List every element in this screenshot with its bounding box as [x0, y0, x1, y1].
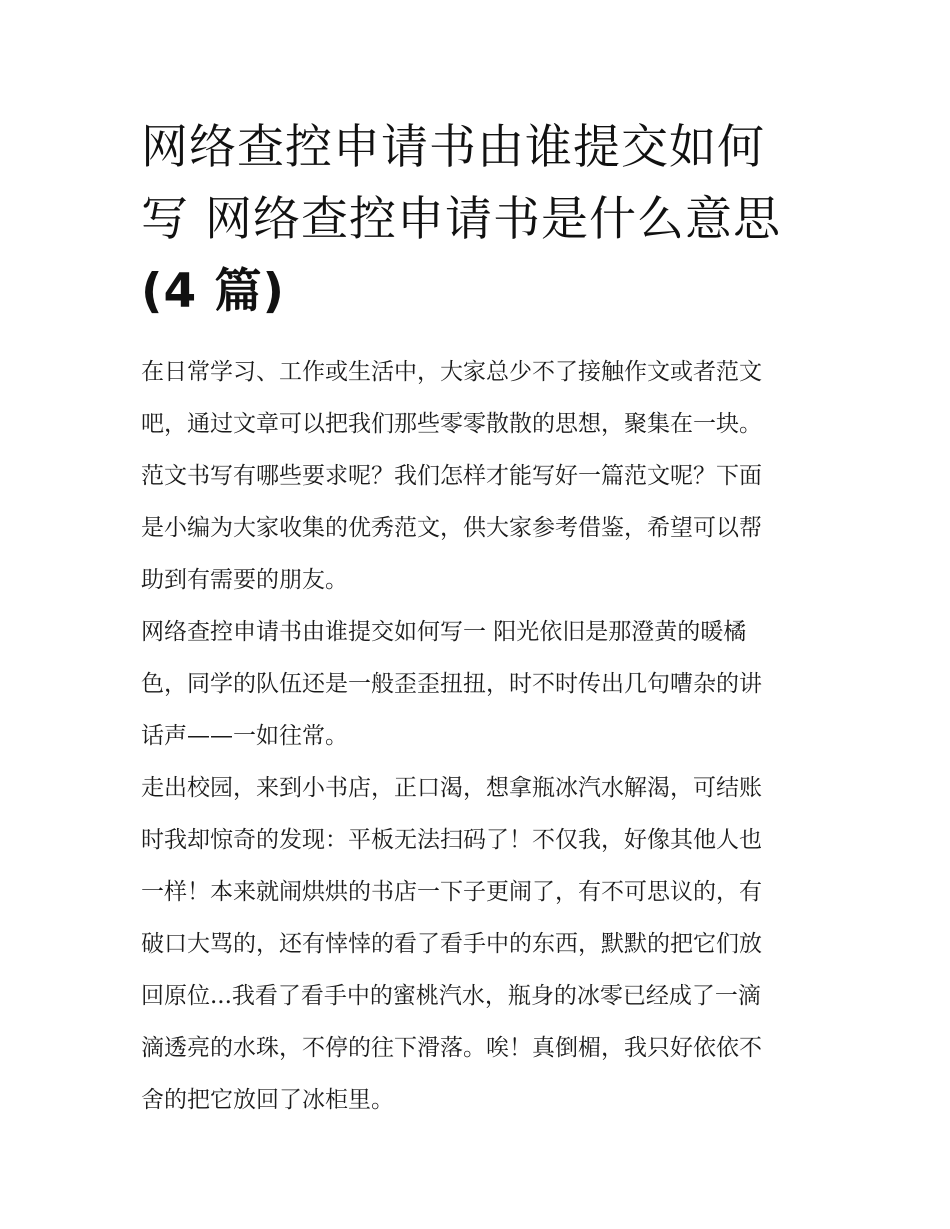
text-line: 话声——一如往常。 [141, 723, 348, 749]
paragraph-essay-opening [141, 606, 813, 762]
text-line: 在日常学习、工作或生活中，大家总少不了接触作文或者范文 [141, 359, 762, 385]
paragraph-bookstore [141, 762, 813, 1126]
text-line: 舍的把它放回了冰柜里。 [141, 1087, 394, 1113]
text-line: 破口大骂的，还有悻悻的看了看手中的东西，默默的把它们放 [141, 931, 762, 957]
text-line: 是小编为大家收集的优秀范文，供大家参考借鉴，希望可以帮 [141, 515, 762, 541]
document-body [141, 346, 813, 1126]
paragraph-intro [141, 346, 813, 606]
text-line: 时我却惊奇的发现：平板无法扫码了！不仅我，好像其他人也 [141, 827, 762, 853]
text-line: 回原位...我看了看手中的蜜桃汽水，瓶身的冰零已经成了一滴 [141, 983, 761, 1009]
text-line: 网络查控申请书由谁提交如何写一 阳光依旧是那澄黄的暖橘 [141, 619, 747, 645]
text-line: 走出校园，来到小书店，正口渴，想拿瓶冰汽水解渴，可结账 [141, 775, 762, 801]
document-content [141, 112, 813, 1126]
title-line-1: 网络查控申请书由谁提交如何 [141, 120, 765, 175]
title-line-2: 写 网络查控申请书是什么意思 [141, 192, 781, 247]
text-line: 范文书写有哪些要求呢？我们怎样才能写好一篇范文呢？下面 [141, 463, 762, 489]
document-title [141, 112, 813, 328]
title-line-3: (4 篇) [141, 264, 286, 319]
text-line: 吧，通过文章可以把我们那些零零散散的思想，聚集在一块。 [141, 411, 762, 437]
text-line: 色，同学的队伍还是一般歪歪扭扭，时不时传出几句嘈杂的讲 [141, 671, 762, 697]
text-line: 一样！本来就闹烘烘的书店一下子更闹了，有不可思议的，有 [141, 879, 762, 905]
text-line: 滴透亮的水珠，不停的往下滑落。唉！真倒楣，我只好依依不 [141, 1035, 762, 1061]
text-line: 助到有需要的朋友。 [141, 567, 348, 593]
